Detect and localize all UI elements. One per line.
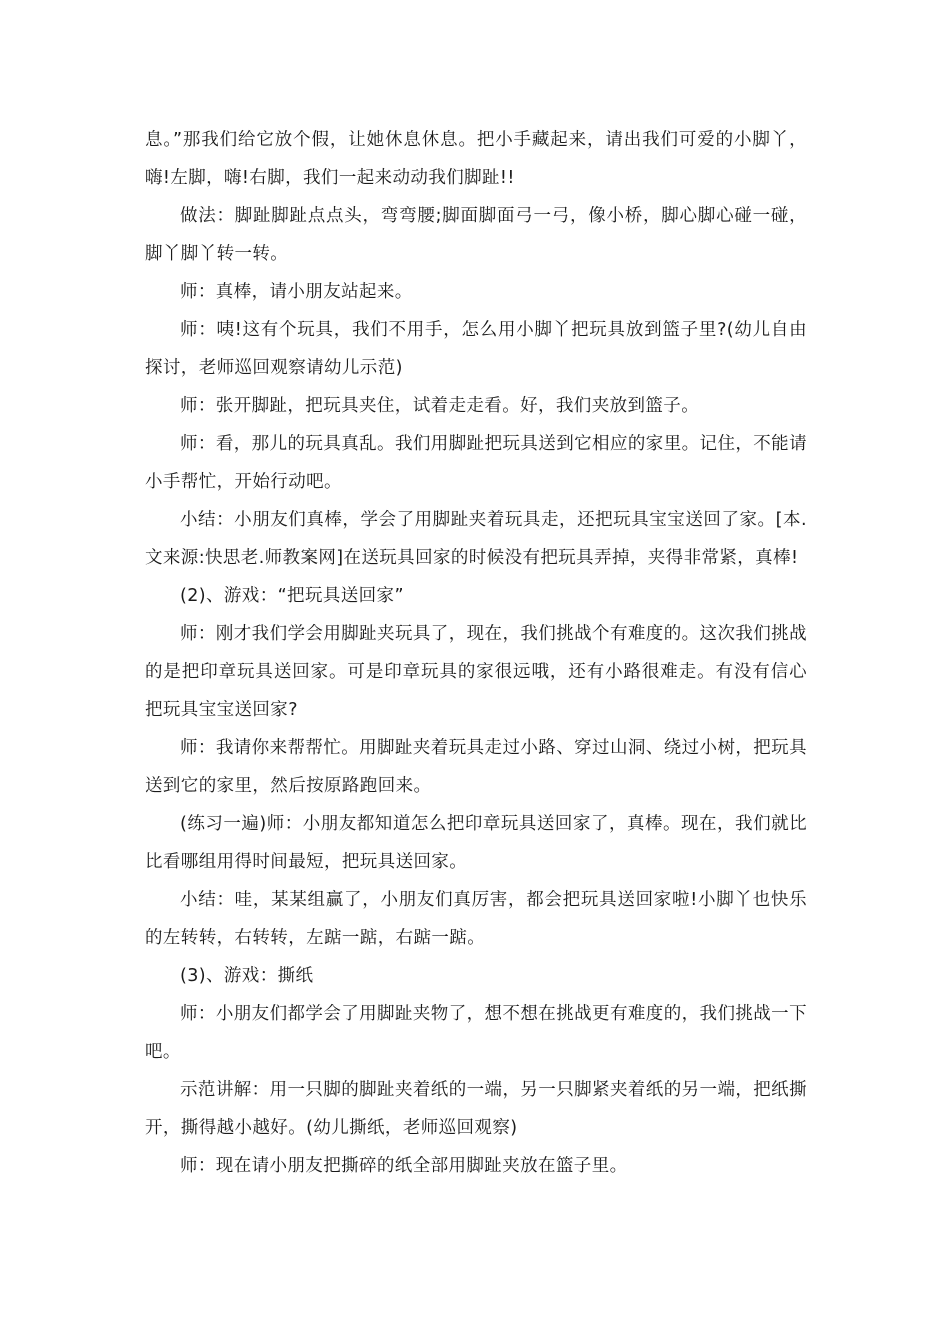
paragraph: 师：张开脚趾，把玩具夹住，试着走走看。好，我们夹放到篮子。 [180,396,700,416]
paragraph: 师：我请你来帮帮忙。用脚趾夹着玩具走过小路、穿过山洞、绕过小树，把玩具送到它的家里，然后按原路跑回来。 [145,738,807,796]
paragraph: 师：真棒，请小朋友站起来。 [180,282,413,302]
section-heading: (2)、游戏：“把玩具送回家” [180,586,404,606]
paragraph: 师：刚才我们学会用脚趾夹玩具了，现在，我们挑战个有难度的。这次我们挑战的是把印章玩具送回家。可是印章玩具的家很远哦，还有小路很难走。有没有信心把玩具宝宝送回家? [145,624,807,720]
paragraph: 小结：哇，某某组赢了，小朋友们真厉害，都会把玩具送回家啦!小脚丫也快乐的左转转，右转转，左踮一踮，右踮一踮。 [145,890,807,948]
document-body [145,121,807,1185]
paragraph: 小结：小朋友们真棒，学会了用脚趾夹着玩具走，还把玩具宝宝送回了家。[本.文来源:快思老.师教案网]在送玩具回家的时候没有把玩具弄掉，夹得非常紧，真棒! [145,510,807,568]
paragraph: 师：现在请小朋友把撕碎的纸全部用脚趾夹放在篮子里。 [180,1156,628,1176]
paragraph: 师：小朋友们都学会了用脚趾夹物了，想不想在挑战更有难度的，我们挑战一下吧。 [145,1004,807,1062]
paragraph: (练习一遍)师：小朋友都知道怎么把印章玩具送回家了，真棒。现在，我们就比比看哪组用得时间最短，把玩具送回家。 [145,814,807,872]
paragraph: 师：咦!这有个玩具，我们不用手，怎么用小脚丫把玩具放到篮子里?(幼儿自由探讨，老师巡回观察请幼儿示范) [145,320,807,378]
paragraph: 做法：脚趾脚趾点点头，弯弯腰;脚面脚面弓一弓，像小桥，脚心脚心碰一碰，脚丫脚丫转一转。 [145,206,807,264]
paragraph: 师：看，那儿的玩具真乱。我们用脚趾把玩具送到它相应的家里。记住，不能请小手帮忙，开始行动吧。 [145,434,807,492]
paragraph: 示范讲解：用一只脚的脚趾夹着纸的一端，另一只脚紧夹着纸的另一端，把纸撕开，撕得越小越好。(幼儿撕纸，老师巡回观察) [145,1080,807,1138]
section-heading: (3)、游戏：撕纸 [180,966,314,986]
paragraph: 息。”那我们给它放个假，让她休息休息。把小手藏起来，请出我们可爱的小脚丫，嗨!左脚，嗨!右脚，我们一起来动动我们脚趾!! [145,130,807,188]
